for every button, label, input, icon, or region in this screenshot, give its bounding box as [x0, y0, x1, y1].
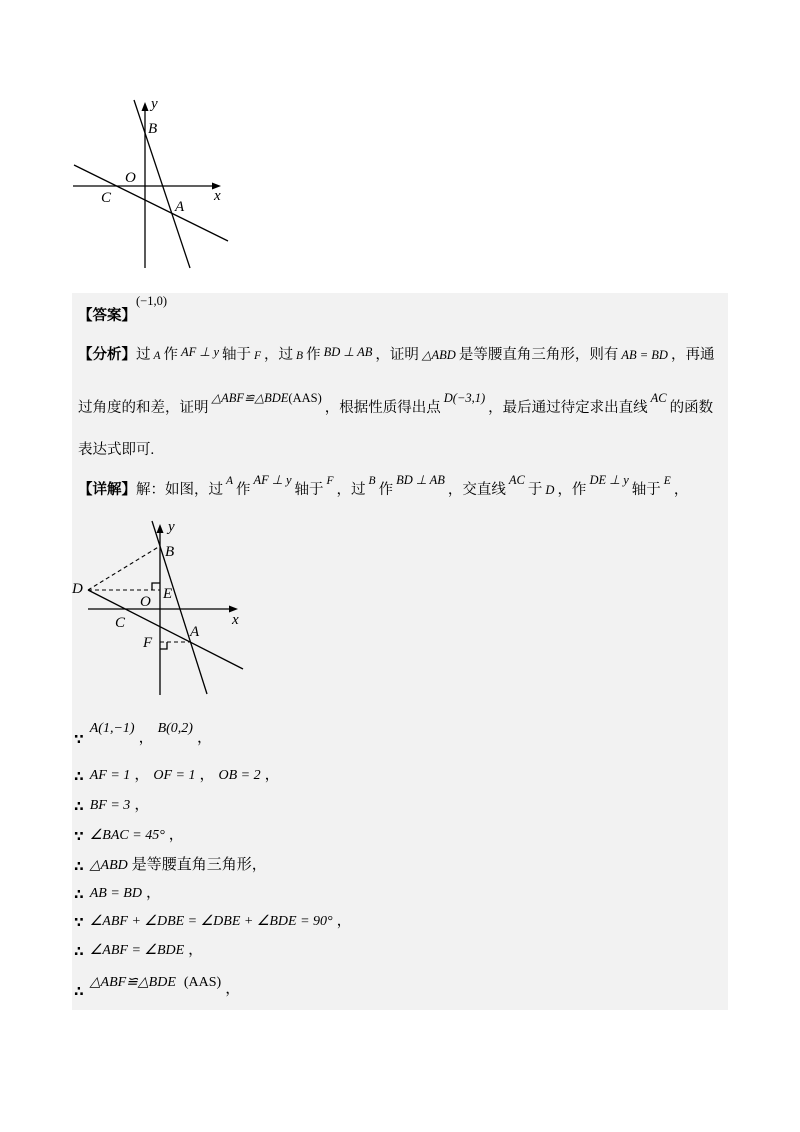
math-formula: △ABD	[89, 858, 128, 873]
therefore-symbol: ∴	[74, 984, 84, 1000]
analysis-line-1	[78, 345, 714, 365]
because-symbol: ∵	[74, 732, 84, 748]
step-line-5	[74, 855, 267, 875]
step-text: ，	[199, 767, 215, 783]
analysis-line-2	[78, 391, 714, 418]
math-formula: F	[254, 350, 262, 362]
label-e: E	[163, 586, 173, 602]
therefore-symbol: ∴	[74, 859, 84, 875]
math-formula: F	[326, 475, 334, 487]
analysis-text: 作	[163, 347, 179, 363]
dashed-line-db	[88, 546, 160, 590]
analysis-text: ，证明	[375, 347, 419, 363]
therefore-symbol: ∴	[74, 799, 84, 815]
y-axis-arrow	[142, 102, 149, 111]
detail-text: 解：如图，过	[136, 482, 223, 498]
step-text: ，	[188, 942, 204, 958]
step-line-9	[74, 975, 241, 1000]
analysis-line-3	[78, 440, 154, 460]
math-formula: (AAS)	[183, 975, 222, 990]
analysis-text: 过角度的和差，证明	[78, 400, 209, 416]
line-ab	[134, 100, 190, 268]
analysis-text: 是等腰直角三角形，则有	[458, 347, 619, 363]
label-x: x	[214, 188, 221, 204]
math-formula: B	[296, 350, 304, 362]
label-y: y	[168, 519, 175, 535]
label-o: O	[125, 170, 136, 186]
detail-text: 轴于	[631, 482, 661, 498]
detail-text: 于	[527, 482, 543, 498]
math-formula: AB = BD	[621, 348, 668, 362]
math-formula: BD ⊥ AB	[323, 345, 373, 359]
math-formula: A(1,−1)	[89, 721, 135, 736]
analysis-text: ，最后通过待定求出直线	[488, 400, 648, 416]
step-line-3	[74, 795, 149, 815]
right-angle-mark-f	[160, 642, 167, 649]
step-text: ，	[138, 730, 154, 746]
math-formula: AF ⊥ y	[181, 345, 219, 359]
analysis-text: ，根据性质得出点	[324, 400, 441, 416]
solution-figure	[70, 515, 250, 700]
math-formula: D	[545, 483, 555, 497]
analysis-text: 过	[136, 347, 151, 363]
label-f: F	[143, 635, 153, 651]
right-angle-mark-e	[152, 583, 160, 590]
step-line-7	[74, 911, 352, 931]
detail-text: ，交直线	[447, 482, 506, 498]
math-formula: OF = 1	[153, 768, 196, 783]
answer-value: (−1,0)	[136, 294, 167, 308]
step-text: 是等腰直角三角形，	[131, 857, 267, 873]
label-o: O	[140, 594, 151, 610]
label-b: B	[165, 544, 175, 560]
math-formula: AF = 1	[89, 768, 131, 783]
math-formula: ∠ABF = ∠BDE	[89, 943, 185, 958]
math-formula: AF ⊥ y	[253, 473, 292, 487]
math-formula: D(−3,1)	[443, 391, 486, 405]
label-c: C	[115, 615, 126, 631]
math-formula: A	[153, 350, 161, 362]
detail-tag: 【详解】	[78, 482, 136, 498]
step-text: ，	[196, 730, 212, 746]
y-axis-arrow	[157, 524, 164, 533]
step-text: ，	[145, 885, 161, 901]
step-line-6	[74, 883, 161, 903]
label-x: x	[232, 612, 239, 628]
step-text: ，	[168, 827, 184, 843]
therefore-symbol: ∴	[74, 769, 84, 785]
detail-text: 轴于	[294, 482, 324, 498]
because-symbol: ∵	[74, 829, 84, 845]
step-text: ，	[134, 767, 150, 783]
analysis-tag: 【分析】	[78, 347, 136, 363]
math-formula: E	[663, 475, 671, 487]
analysis-text: 作	[306, 347, 321, 363]
detail-text: 作	[378, 482, 394, 498]
math-formula: ∠BAC = 45°	[89, 828, 165, 843]
math-formula: DE ⊥ y	[589, 473, 629, 487]
line-ac	[74, 165, 228, 241]
math-formula: △ABD	[421, 348, 456, 362]
detail-text: ，过	[336, 482, 366, 498]
therefore-symbol: ∴	[74, 944, 84, 960]
label-a: A	[175, 199, 185, 215]
step-line-1	[74, 721, 212, 748]
step-line-8	[74, 940, 203, 960]
math-formula: AC	[508, 473, 525, 487]
math-formula: BF = 3	[89, 798, 131, 813]
step-line-2	[74, 765, 280, 785]
therefore-symbol: ∴	[74, 887, 84, 903]
label-y: y	[151, 96, 158, 112]
label-b: B	[148, 121, 158, 137]
step-text: ，	[264, 767, 280, 783]
math-formula: BD ⊥ AB	[396, 473, 445, 487]
answer-line	[78, 294, 170, 326]
question-figure	[60, 90, 240, 275]
step-text: ，	[336, 913, 352, 929]
math-formula: (AAS)	[288, 391, 322, 405]
detail-text: ，	[673, 482, 689, 498]
math-formula: △ABF≌△BDE	[89, 975, 176, 990]
analysis-text: 表达式即可.	[78, 442, 155, 458]
math-formula: OB = 2	[218, 768, 261, 783]
label-a: A	[190, 624, 200, 640]
analysis-text: ，过	[264, 347, 294, 363]
detail-text: ，作	[557, 482, 587, 498]
analysis-text: 的函数	[669, 400, 714, 416]
math-formula: AB = BD	[89, 886, 142, 901]
math-formula: △ABF≌△BDE	[211, 391, 289, 405]
step-line-4	[74, 825, 184, 845]
answer-tag: 【答案】	[78, 308, 136, 324]
label-d: D	[72, 581, 83, 597]
math-formula: B	[368, 475, 376, 487]
because-symbol: ∵	[74, 915, 84, 931]
analysis-text: ，再通	[670, 347, 715, 363]
label-c: C	[101, 190, 112, 206]
math-formula: A	[226, 475, 234, 487]
detail-line-1	[78, 473, 689, 500]
detail-text: 作	[236, 482, 251, 498]
math-formula: AC	[650, 391, 667, 405]
analysis-text: 轴于	[222, 347, 251, 363]
step-text: ，	[134, 797, 150, 813]
step-text: ，	[225, 981, 241, 997]
math-formula: ∠ABF + ∠DBE = ∠DBE + ∠BDE = 90°	[89, 914, 333, 929]
math-formula: B(0,2)	[157, 721, 193, 736]
